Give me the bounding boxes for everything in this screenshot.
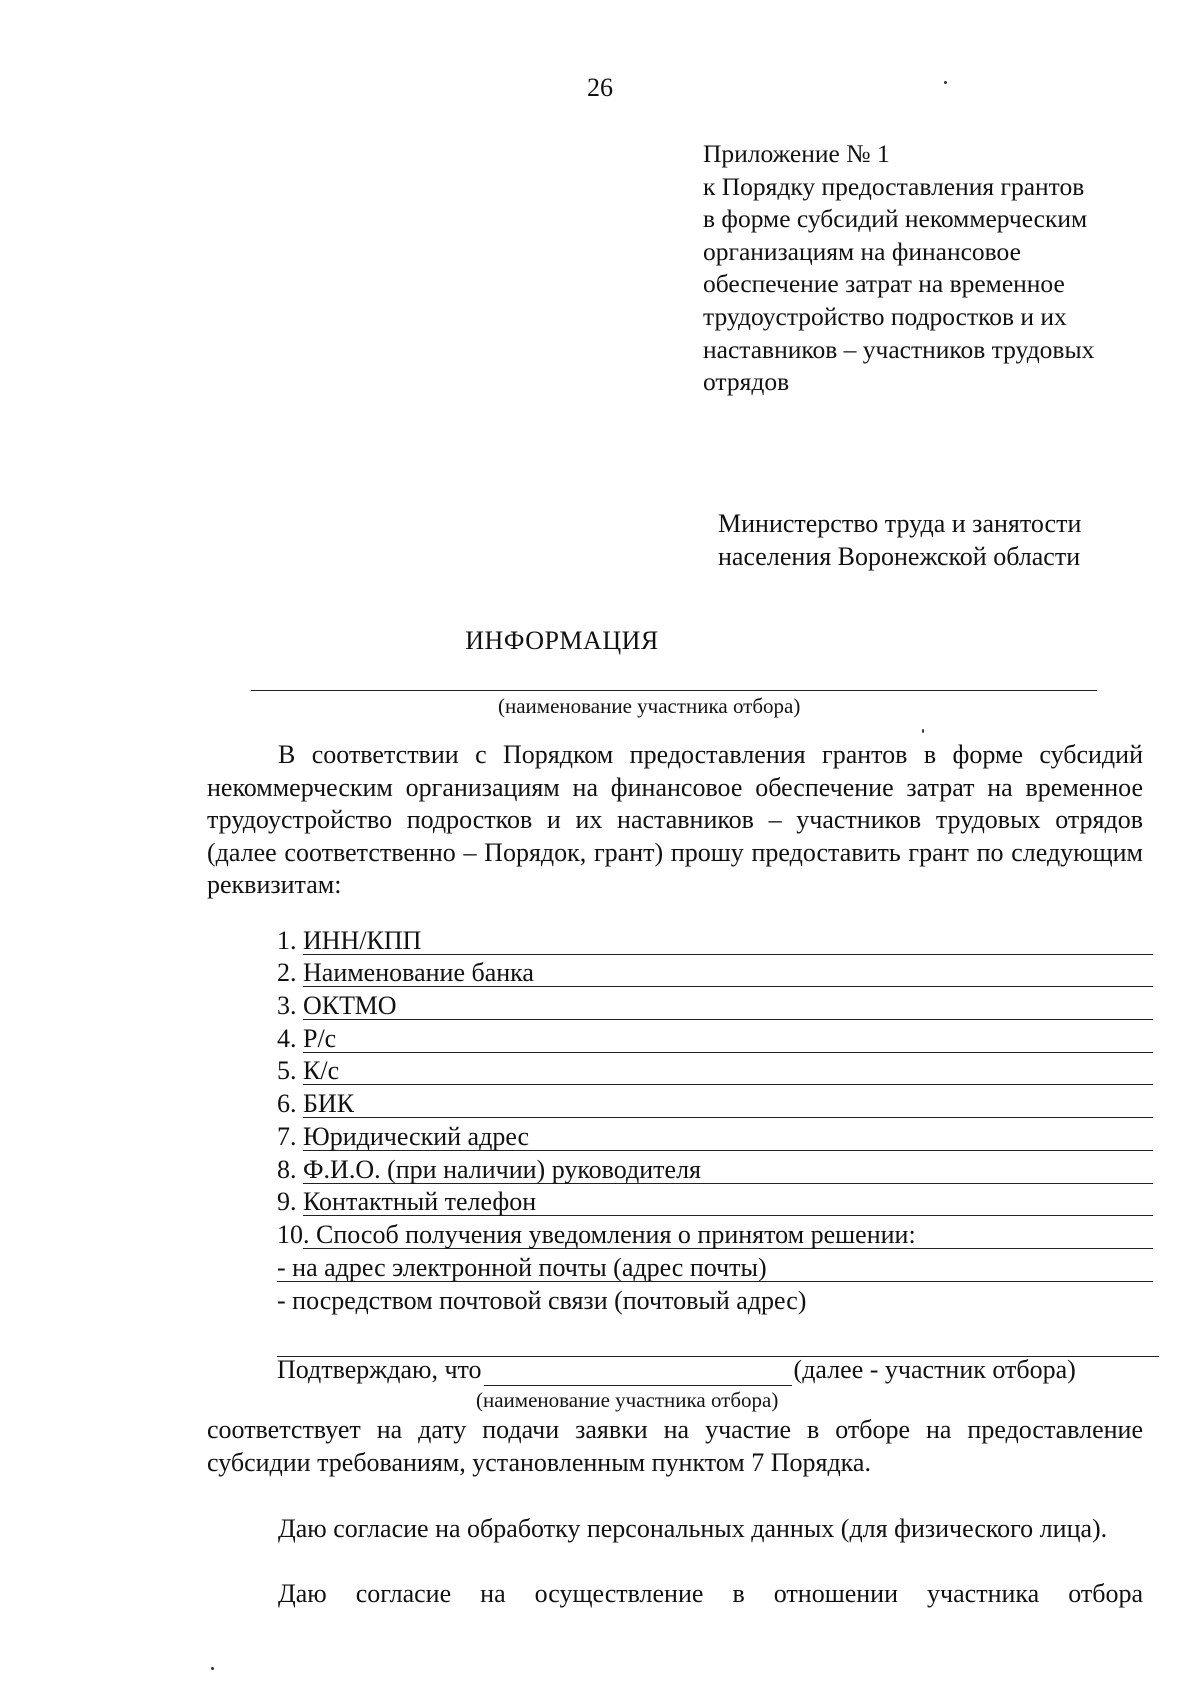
- consent-audit: Даю согласие на осуществление в отношении участника отбора: [278, 1579, 1143, 1608]
- confirm-prefix: Подтверждаю, что: [277, 1355, 482, 1384]
- requisite-row-corr-account[interactable]: [277, 1053, 1153, 1086]
- requisite-number: 3.: [277, 991, 303, 1021]
- requisite-row-legal-address[interactable]: [277, 1118, 1153, 1151]
- requisite-number: 4.: [277, 1023, 303, 1053]
- participant-caption: (наименование участника отбора): [498, 694, 801, 718]
- requisite-label: Р/с: [303, 1025, 1153, 1053]
- requisite-row-bik[interactable]: [277, 1085, 1153, 1118]
- confirm-suffix: (далее - участник отбора): [793, 1355, 1076, 1384]
- scan-speck: [922, 729, 924, 733]
- requisite-row-oktmo[interactable]: [277, 987, 1153, 1020]
- requisite-number: 10: [277, 1219, 303, 1249]
- appendix-line: организациям на финансовое: [703, 236, 1021, 266]
- requisites-list: [277, 922, 1153, 1314]
- appendix-line: к Порядку предоставления грантов: [703, 171, 1085, 201]
- appendix-line: Приложение № 1: [703, 139, 890, 168]
- document-title: ИНФОРМАЦИЯ: [465, 626, 659, 655]
- requisite-number: 1.: [277, 925, 303, 955]
- requisite-label: Наименование банка: [303, 959, 1153, 987]
- requisite-number: 2.: [277, 958, 303, 988]
- requisite-row-account[interactable]: [277, 1020, 1153, 1053]
- requisite-number: 5.: [277, 1056, 303, 1086]
- requisite-row-notification[interactable]: [277, 1216, 1153, 1249]
- requisite-number: 7.: [277, 1121, 303, 1151]
- requisite-number: 9.: [277, 1187, 303, 1217]
- requisite-row-director[interactable]: [277, 1151, 1153, 1184]
- compliance-paragraph: соответствует на дату подачи заявки на участие в отборе на предоставление субсидии требованиям, установленным пунктом 7 Порядка.: [207, 1415, 1143, 1477]
- requisite-row-email[interactable]: [277, 1249, 1153, 1282]
- requisite-label: Контактный телефон: [303, 1188, 1153, 1216]
- requisite-label: Юридический адрес: [303, 1123, 1153, 1151]
- appendix-line: отрядов: [703, 367, 790, 397]
- requisite-number: 8.: [277, 1154, 303, 1184]
- requisite-row-bank[interactable]: [277, 955, 1153, 988]
- appendix-line: в форме субсидий некоммерческим: [703, 204, 1088, 234]
- confirm-participant-field[interactable]: [484, 1359, 792, 1386]
- scan-speck: [211, 1667, 214, 1670]
- requisite-label: ОКТМО: [303, 992, 1153, 1020]
- requisite-label: ИНН/КПП: [303, 927, 1153, 955]
- requisite-label: К/с: [303, 1057, 1153, 1085]
- scan-speck: [944, 81, 947, 84]
- consent-personal-data: Даю согласие на обработку персональных данных (для физического лица).: [278, 1514, 1108, 1543]
- requisite-label: БИК: [303, 1090, 1153, 1118]
- page-number: 26: [587, 73, 613, 102]
- confirm-caption: (наименование участника отбора): [476, 1388, 779, 1412]
- requisite-number: 6.: [277, 1089, 303, 1119]
- appendix-line: обеспечение затрат на временное: [703, 269, 1065, 299]
- addressee-line: Министерство труда и занятости: [718, 509, 1082, 538]
- requisite-row-inn[interactable]: [277, 922, 1153, 955]
- appendix-line: трудоустройство подростков и их: [703, 301, 1067, 331]
- appendix-line: наставников – участников трудовых: [703, 334, 1095, 364]
- confirm-line: [277, 1354, 1076, 1386]
- requisite-label: - на адрес электронной почты (адрес почты): [277, 1254, 1153, 1282]
- addressee: [718, 507, 1178, 573]
- requisite-row-phone[interactable]: [277, 1184, 1153, 1217]
- requisite-label: - посредством почтовой связи (почтовый адрес): [277, 1286, 807, 1316]
- requisite-row-postal[interactable]: [277, 1282, 1153, 1315]
- requisite-label: Ф.И.О. (при наличии) руководителя: [303, 1156, 1153, 1184]
- participant-name-field[interactable]: [251, 690, 1097, 691]
- requisite-label: . Способ получения уведомления о принятом решении:: [303, 1221, 1153, 1249]
- intro-paragraph: В соответствии с Порядком предоставления грантов в форме субсидий некоммерческим организациям на финансовое обеспечение затрат на временное трудоустройство подростков и их наставников – участников трудовых отрядов (далее соответственно – Порядок, грант) прошу предоставить грант по следующим реквизитам:: [207, 740, 1143, 900]
- addressee-line: населения Воронежской области: [718, 542, 1081, 571]
- appendix-header: [703, 138, 1183, 399]
